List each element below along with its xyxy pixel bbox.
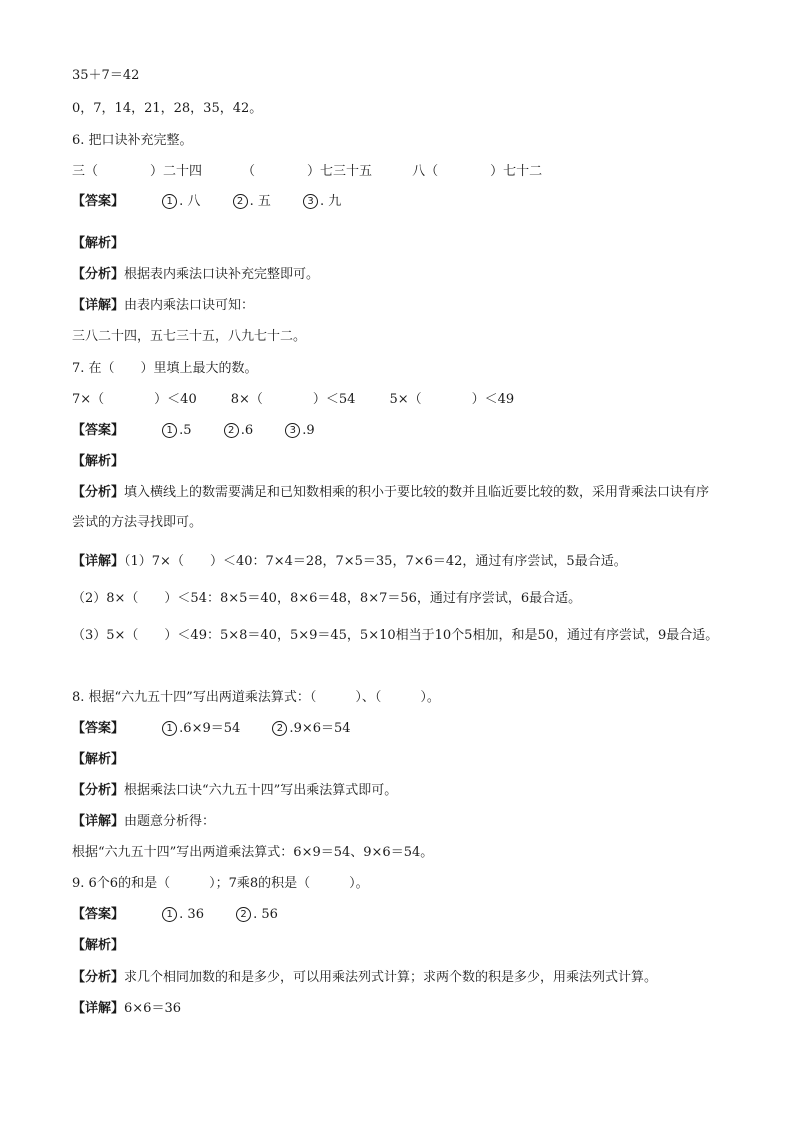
analysis-label: 【分析】 — [72, 783, 125, 798]
circled-number: 2 — [233, 194, 248, 209]
circled-number: 2 — [224, 423, 239, 438]
detail-line — [72, 552, 627, 572]
text: 根据表内乘法口诀补充完整即可。 — [124, 267, 320, 282]
answer-label: 【答案】 — [72, 721, 125, 736]
detail-line — [72, 999, 181, 1019]
text: 6×6＝36 — [124, 1001, 181, 1016]
analysis-heading: 【解析】 — [72, 236, 125, 251]
circled-number: 1 — [162, 721, 177, 736]
detail-label: 【详解】 — [72, 554, 125, 569]
text: （1）7×（ ）＜40：7×4＝28，7×5＝35，7×6＝42，通过有序尝试，5最合适。 — [124, 554, 627, 569]
detail-line — [72, 812, 215, 832]
circled-number: 2 — [272, 721, 287, 736]
circled-number: 3 — [285, 423, 300, 438]
text-line: 根据“六九五十四”写出两道乘法算式：6×9＝54、9×6＝54。 — [72, 845, 434, 860]
answer-item: 3 .9 — [285, 421, 314, 441]
answer-item: 3 . 九 — [303, 192, 341, 212]
detail-label: 【详解】 — [72, 814, 125, 829]
answer-item: 1 .5 — [162, 421, 191, 441]
text-line: 35＋7＝42 — [72, 68, 140, 83]
answer-item: 1 . 八 — [162, 192, 200, 212]
answer-value: 5 — [183, 423, 192, 438]
answer-item: 2 .9×6＝54 — [272, 719, 350, 739]
analysis-heading: 【解析】 — [72, 938, 125, 953]
answer-value: 56 — [261, 907, 278, 922]
analysis-heading: 【解析】 — [72, 752, 125, 767]
question-9-title: 9. 6个6的和是（ ）；7乘8的积是（ ）。 — [72, 876, 369, 891]
answer-value: 6×9＝54 — [183, 721, 241, 736]
text-line: 0，7，14，21，28，35，42。 — [72, 101, 263, 116]
answer-item: 2 .6 — [224, 421, 253, 441]
text: ）七三十五 — [307, 164, 373, 179]
analysis-line — [72, 265, 319, 285]
analysis-line — [72, 478, 722, 538]
answer-item: 2 . 五 — [233, 192, 271, 212]
text: 由表内乘法口诀可知： — [124, 298, 255, 313]
text: 5×（ — [389, 392, 422, 407]
analysis-heading: 【解析】 — [72, 454, 125, 469]
text: ）＜54 — [312, 392, 356, 407]
text: ）七十二 — [490, 164, 543, 179]
analysis-label: 【分析】 — [72, 485, 125, 500]
detail-label: 【详解】 — [72, 1001, 125, 1016]
detail-label: 【详解】 — [72, 298, 125, 313]
question-7-title: 7. 在（ ）里填上最大的数。 — [72, 361, 258, 376]
answer-row — [72, 192, 369, 212]
answer-value: 五 — [257, 194, 271, 209]
question-8-title: 8. 根据“六九五十四”写出两道乘法算式：（ ）、（ ）。 — [72, 690, 440, 705]
circled-number: 2 — [236, 907, 251, 922]
circled-number: 1 — [162, 907, 177, 922]
answer-value: 6 — [244, 423, 254, 438]
analysis-label: 【分析】 — [72, 267, 125, 282]
answer-label: 【答案】 — [72, 194, 125, 209]
text: ）二十四 — [150, 164, 203, 179]
text: 7×（ — [72, 392, 105, 407]
analysis-line — [72, 968, 657, 988]
text: 8×（ — [230, 392, 263, 407]
text: 八（ — [412, 164, 439, 179]
answer-row — [72, 421, 343, 441]
answer-item: 1 .6×9＝54 — [162, 719, 240, 739]
circled-number: 3 — [303, 194, 318, 209]
text: （ — [242, 164, 256, 179]
answer-value: 36 — [187, 907, 204, 922]
text: ）＜40 — [154, 392, 197, 407]
answer-label: 【答案】 — [72, 423, 125, 438]
answer-row — [72, 719, 379, 739]
text: 三（ — [72, 164, 99, 179]
answer-row — [72, 905, 306, 925]
text: 填入横线上的数需要满足和已知数相乘的积小于要比较的数并且临近要比较的数，采用背乘法口诀有序尝试的方法寻找即可。 — [72, 485, 710, 530]
answer-value: 八 — [187, 194, 201, 209]
analysis-label: 【分析】 — [72, 970, 125, 985]
text: 由题意分析得： — [124, 814, 216, 829]
circled-number: 1 — [162, 194, 177, 209]
circled-number: 1 — [162, 423, 177, 438]
question-6-title: 6. 把口诀补充完整。 — [72, 133, 193, 148]
detail-line — [72, 296, 254, 316]
question-7-body — [72, 390, 514, 410]
question-6-body — [72, 162, 542, 182]
text: 求几个相同加数的和是多少，可以用乘法列式计算；求两个数的积是多少，用乘法列式计算。 — [124, 970, 658, 985]
text-line: 三八二十四，五七三十五，八九七十二。 — [72, 329, 307, 344]
text: ）＜49 — [471, 392, 515, 407]
analysis-line — [72, 781, 397, 801]
answer-value: 9×6＝54 — [293, 721, 351, 736]
answer-label: 【答案】 — [72, 907, 125, 922]
answer-item: 1 . 36 — [162, 905, 204, 925]
detail-line: （2）8×（ ）＜54：8×5＝40，8×6＝48，8×7＝56，通过有序尝试，6最合适。 — [72, 591, 582, 606]
detail-line: （3）5×（ ）＜49：5×8＝40，5×9＝45，5×10相当于10个5相加，和是50，通过有序尝试，9最合适。 — [72, 628, 719, 643]
answer-value: 9 — [306, 423, 315, 438]
answer-value: 九 — [328, 194, 342, 209]
answer-item: 2 . 56 — [236, 905, 278, 925]
text: 根据乘法口诀“六九五十四”写出乘法算式即可。 — [124, 783, 398, 798]
